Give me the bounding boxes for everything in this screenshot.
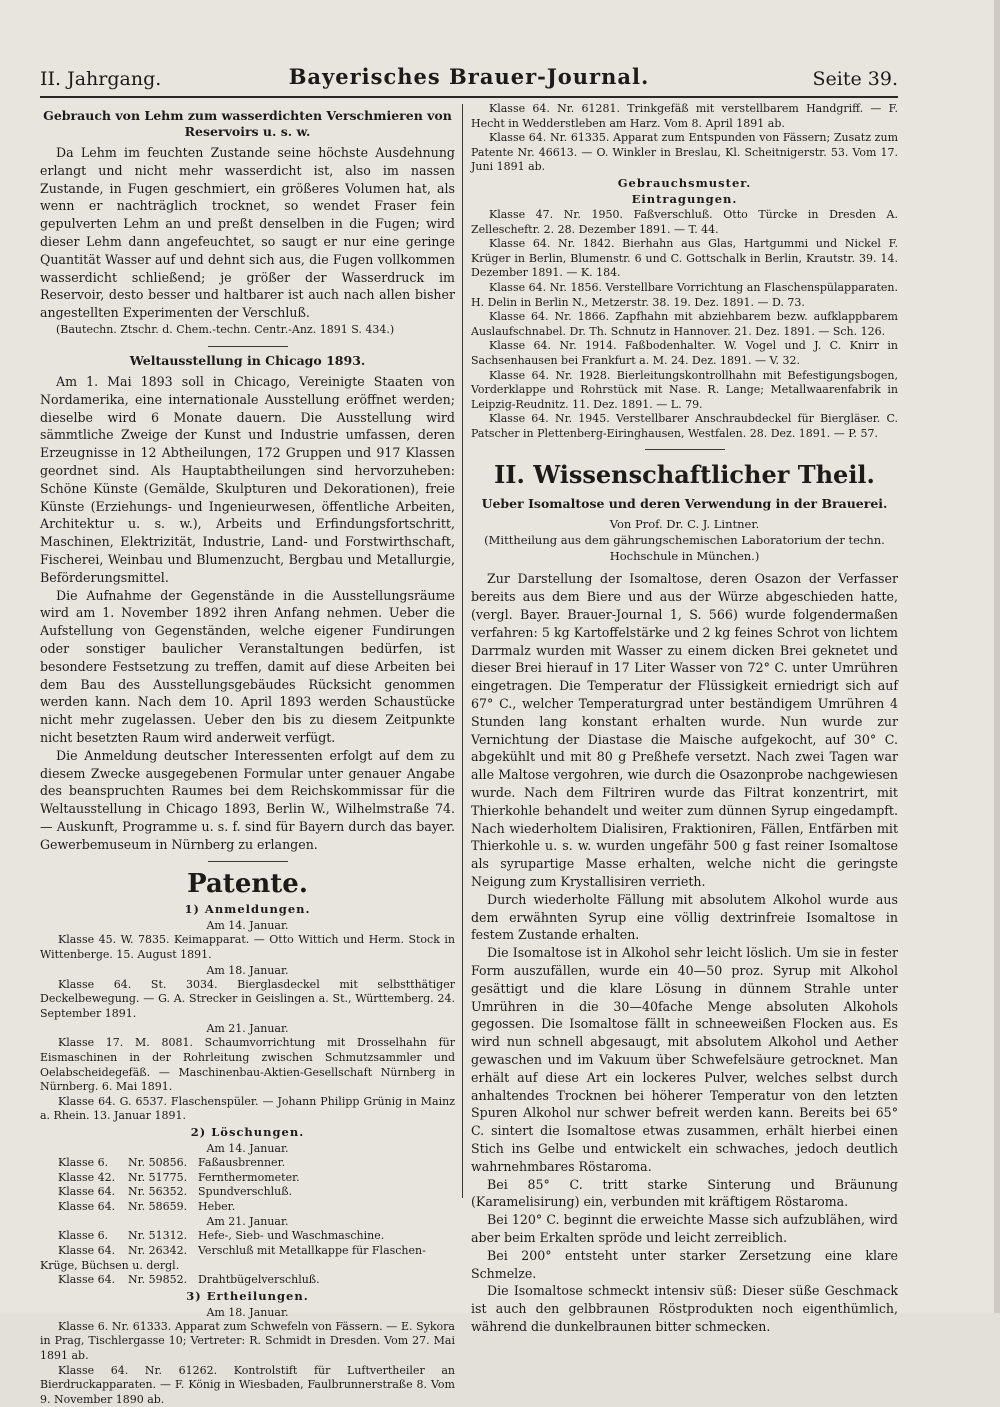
- list-item: Klasse 64. Nr. 58659. Heber.: [58, 1199, 236, 1213]
- patent-entry: Klasse 64. St. 3034. Bierglasdeckel mit selbstthätiger Deckelbewegung. — G. A. Strecker in Geislingen a. St., Württemberg. 24. September 1891.: [40, 977, 455, 1020]
- patent-entry: Klasse 64. Nr. 61335. Apparat zum Entspunden von Fässern; Zusatz zum Patente Nr. 46613. — O. Winkler in Breslau, Kl. Scheitnigerstr. 53. Vom 17. Juni 1891 ab.: [471, 131, 898, 174]
- date-line: Am 14. Januar.: [206, 919, 289, 933]
- patente-title: Patente.: [187, 869, 308, 900]
- gebrauchsmuster-entry: Klasse 64. Nr. 1914. Faßbodenhalter. W. Vogel und J. C. Knirr in Sachsenhausen bei Frankfurt a. M. 24. Dez. 1891. — V. 32.: [471, 339, 898, 367]
- article-paragraph: Zur Darstellung der Isomaltose, deren Osazon der Verfasser bereits aus dem Biere und aus der Würze abgeschieden hatte, (vergl. Bayer. Brauer-Journal 1, S. 566) wurde folgendermaßen verfahren: 5 kg Kartoffelstärke und 2 kg feines Schrot von lichtem Darrmalz wurden mit Wasser zu einem dicken Brei geknetet und dieser Brei hierauf in 17 Liter Wasser von 72° C. unter Umrühren eingetragen. Die Temperatur der Flüssigkeit erniedrigt sich auf 67° C., welcher Temperaturgrad unter beständigem Umrühren 4 Stunden lang konstant erhalten wurde. Nun wurde zur Vernichtung der Diastase die Maische aufgekocht, auf 30° C. abgekühlt und mit 80 g Preßhefe versetzt. Nach zwei Tagen war alle Maltose vergohren, wie durch die Osazonprobe nachgewiesen wurde. Nach dem Filtriren wurde das Filtrat konzentrirt, mit Thierkohle behandelt und weiter zum dünnen Syrup eingedampft. Nach wiederholtem Dialisiren, Fraktioniren, Fällen, Entfärben mit Thierkohle u. s. w. wurden ungefähr 500 g fast reiner Isomaltose als syrupartige Masse erhalten, welche nicht die geringste Neigung zum Krystallisiren verrieth.: [471, 571, 898, 890]
- patent-entry: Klasse 64. G. 6537. Flaschenspüler. — Johann Philipp Grünig in Mainz a. Rhein. 13. Januar 1891.: [40, 1094, 455, 1123]
- loeschungen-heading: 2) Löschungen.: [190, 1125, 305, 1140]
- weltausstellung-title: Weltausstellung in Chicago 1893.: [129, 352, 366, 368]
- article-paragraph: Durch wiederholte Fällung mit absolutem Alkohol wurde aus dem erwähnten Syrup eine völlig dextrinfreie Isomaltose in festem Zustande erhalten.: [471, 891, 898, 943]
- divider: [645, 449, 725, 450]
- patent-entry: Klasse 64. Nr. 61262. Kontrolstift für Luftvertheiler an Bierdruckapparaten. — F. König in Wiesbaden, Faulbrunnerstraße 8. Vom 9. November 1890 ab.: [40, 1363, 455, 1406]
- lehm-article-source: (Bautechn. Ztschr. d. Chem.-techn. Centr.-Anz. 1891 S. 434.): [56, 322, 395, 336]
- journal-title: Bayerisches Brauer-Journal.: [288, 64, 650, 89]
- article-paragraph: Die Isomaltose ist in Alkohol sehr leicht löslich. Um sie in fester Form auszufällen, wurde ein 40—50 proz. Syrup mit Alkohol gesättigt und die klare Lösung in dünnem Strahle unter Umrühren in die 30—40fache Menge absoluten Alkohols gegossen. Die Isomaltose fällt in schneeweißen Flocken aus. Es wird nun schnell abgesaugt, mit absolutem Alkohol und Aether gewaschen und im Vakuum über Schwefelsäure getrocknet. Man erhält auf diese Art ein lockeres Pulver, welches selbst durch anhaltendes Trocknen bei höherer Temperatur von den letzten Spuren Alkohol nur schwer befreit werden kann. Bereits bei 65° C. sintert die Isomaltose etwas zusammen, erhält hierbei einen Stich ins Gelbe und entwickelt ein schwaches, jedoch deutlich wahrnehmbares Röstaroma.: [471, 945, 898, 1174]
- section-title: II. Wissenschaftlicher Theil.: [494, 460, 875, 490]
- list-item: Klasse 6. Nr. 51312. Hefe-, Sieb- und Waschmaschine.: [58, 1229, 385, 1243]
- date-line: Am 21. Januar.: [206, 1022, 289, 1036]
- column-divider: [462, 104, 463, 1198]
- page-header: [40, 62, 898, 98]
- patent-entry: Klasse 17. M. 8081. Schaumvorrichtung mit Drosselhahn für Eismaschinen in der Rohrleitung zwischen Schmutzsammler und Oelabscheidegefäß. — Maschinenbau-Aktien-Gesellschaft Nürnberg in Nürnberg. 6. Mai 1891.: [40, 1036, 455, 1094]
- article-note: (Mittheilung aus dem gährungschemischen Laboratorium der techn. Hochschule in München.): [484, 533, 885, 564]
- gebrauchsmuster-entry: Klasse 64. Nr. 1866. Zapfhahn mit abziehbarem bezw. aufklappbarem Auslaufschnabel. Dr. Th. Schnutz in Hannover. 21. Dez. 1891. — Sch. 126.: [471, 310, 898, 338]
- volume-label: II. Jahrgang.: [40, 68, 162, 90]
- article-paragraph: Bei 85° C. tritt starke Sinterung und Bräunung (Karamelisirung) ein, verbunden mit kräftigem Röstaroma.: [471, 1176, 898, 1210]
- list-item: Klasse 64. Nr. 26342. Verschluß mit Metallkappe für Flaschen-: [58, 1243, 426, 1257]
- article-paragraph: Die Isomaltose schmeckt intensiv süß: Dieser süße Geschmack ist auch den gelbbraunen Röstprodukten noch eigenthümlich, während die dunkelbraunen bitter schmecken.: [471, 1283, 898, 1334]
- article-byline: Von Prof. Dr. C. J. Lintner.: [609, 517, 760, 532]
- gebrauchsmuster-entry: Klasse 64. Nr. 1842. Bierhahn aus Glas, Hartgummi und Nickel F. Krüger in Berlin, Blumenstr. 6 und C. Gottschalk in Berlin, Krautstr. 39. 14. Dezember 1891. — K. 184.: [471, 237, 898, 280]
- weltausstellung-paragraph: Am 1. Mai 1893 soll in Chicago, Vereinigte Staaten von Nordamerika, eine internationale Ausstellung eröffnet werden; dieselbe wird 6 Monate dauern. Die Ausstellung wird sämmtliche Zweige der Kunst und Industrie umfassen, deren Erzeugnisse in 12 Abtheilungen, 172 Gruppen und 917 Klassen geordnet sind. Als Hauptabtheilungen sind hervorzuheben: Schöne Künste (Gemälde, Skulpturen und Dekorationen), freie Künste (Erziehungs- und Ingenieurwesen, öffentliche Arbeiten, Architektur u. s. w.), Arbeits und Erfindungsfortschritt, Maschinen, Elektrizität, Industrie, Land- und Forstwirthschaft, Fischerei, Weinbau und Blumenzucht, Bergbau und Metallurgie, Beförderungsmittel.: [40, 373, 455, 585]
- lehm-article-text: Da Lehm im feuchten Zustande seine höchste Ausdehnung erlangt und nicht mehr wasserdicht ist, also im nassen Zustande, in Fugen geschmiert, ein größeres Volumen hat, als wenn er nachträglich trocknet, so wendet Fraser fein gepulverten Lehm an und preßt denselben in die Fugen; wird dieser Lehm dann angefeuchtet, so saugt er nur eine geringe Quantität Wasser auf und dehnt sich aus, die Fugen vollkommen wasserdicht schließend; je größer der Wasserdruck im Reservoir, desto besser und haltbarer ist auch nach allen bisher angestellten Experimenten der Verschluß.: [40, 145, 455, 321]
- list-item: Klasse 64. Nr. 56352. Spundverschluß.: [58, 1185, 293, 1199]
- anmeldungen-heading: 1) Anmeldungen.: [184, 902, 311, 917]
- gebrauchsmuster-entry: Klasse 64. Nr. 1856. Verstellbare Vorrichtung an Flaschenspülapparaten. H. Delin in Berlin N., Metzerstr. 38. 19. Dez. 1891. — D. 73.: [471, 280, 898, 309]
- divider: [208, 346, 288, 347]
- list-item: Klasse 6. Nr. 50856. Faßausbrenner.: [58, 1156, 286, 1170]
- left-column: [40, 102, 455, 1406]
- patent-entry: Klasse 45. W. 7835. Keimapparat. — Otto Wittich und Herm. Stock in Wittenberge. 15. August 1891.: [40, 933, 455, 962]
- loeschungen-list: [40, 1229, 455, 1287]
- patent-entry: Klasse 64. Nr. 61281. Trinkgefäß mit verstellbarem Handgriff. — F. Hecht in Wedderstleben am Harz. Vom 8. April 1891 ab.: [471, 102, 898, 130]
- date-line: Am 14. Januar.: [206, 1142, 289, 1156]
- article-title: Ueber Isomaltose und deren Verwendung in der Brauerei.: [481, 496, 888, 512]
- lehm-article-title: Gebrauch von Lehm zum wasserdichten Verschmieren von Reservoirs u. s. w.: [43, 108, 452, 139]
- ertheilungen-heading: 3) Ertheilungen.: [186, 1288, 309, 1303]
- gebrauchsmuster-heading: Gebrauchsmuster.: [617, 175, 752, 190]
- weltausstellung-paragraph: Die Anmeldung deutscher Interessenten erfolgt auf dem zu diesem Zwecke ausgegebenen Formular unter genauer Angabe des beanspruchten Raumes bei dem Reichskommissar für die Weltausstellung in Chicago 1893, Berlin W., Wilhelmstraße 74. — Auskunft, Programme u. s. f. sind für Bayern durch das bayer. Gewerbemuseum in Nürnberg zu erlangen.: [40, 747, 455, 852]
- list-item-continuation: Krüge, Büchsen u. dergl.: [40, 1258, 180, 1272]
- list-item: Klasse 42. Nr. 51775. Fernthermometer.: [58, 1170, 300, 1184]
- divider: [208, 861, 288, 862]
- patent-entry: Klasse 6. Nr. 61333. Apparat zum Schwefeln von Fässern. — E. Sykora in Prag, Tischlergasse 10; Vertreter: R. Schmidt in Dresden. Vom 27. Mai 1891 ab.: [40, 1319, 455, 1362]
- gebrauchsmuster-entry: Klasse 64. Nr. 1928. Bierleitungskontrollhahn mit Befestigungsbogen, Vorderklappe und Rohrstück mit Nase. R. Lange; Metallwaarenfabrik in Leipzig-Reudnitz. 11. Dez. 1891. — L. 79.: [471, 368, 898, 411]
- weltausstellung-paragraph: Die Aufnahme der Gegenstände in die Ausstellungsräume wird am 1. November 1892 ihren Anfang nehmen. Ueber die Aufstellung von Gegenständen, welche eigener Fundirungen oder sonstiger baulicher Veranstaltungen bedürfen, ist besondere Festsetzung zu treffen, damit auf diese Arbeiten bei dem Bau des Ausstellungsgebäudes Rücksicht genommen werden kann. Nach dem 10. April 1893 werden Schaustücke nicht mehr zugelassen. Ueber den bis zu diesem Zeitpunkte nicht besetzten Raum wird anderweit verfügt.: [40, 587, 455, 745]
- right-column: [471, 102, 898, 1334]
- article-paragraph: Bei 120° C. beginnt die erweichte Masse sich aufzublähen, wird aber beim Erkalten spröde und leicht zerreiblich.: [471, 1212, 898, 1245]
- date-line: Am 18. Januar.: [206, 1305, 289, 1319]
- gebrauchsmuster-entry: Klasse 47. Nr. 1950. Faßverschluß. Otto Türcke in Dresden A. Zellescheftr. 2. 28. Dezember 1891. — T. 44.: [471, 207, 898, 236]
- loeschungen-list: [40, 1156, 455, 1214]
- scan-edge: [994, 0, 1000, 1313]
- date-line: Am 21. Januar.: [206, 1215, 289, 1229]
- gebrauchsmuster-entry: Klasse 64. Nr. 1945. Verstellbarer Anschraubdeckel für Biergläser. C. Patscher in Plettenberg-Eiringhausen, Westfalen. 28. Dez. 1891. — P. 57.: [471, 412, 898, 440]
- eintragungen-heading: Eintragungen.: [631, 191, 738, 206]
- article-paragraph: Bei 200° entsteht unter starker Zersetzung eine klare Schmelze.: [471, 1247, 898, 1281]
- list-item: Klasse 64. Nr. 59852. Drahtbügelverschluß.: [58, 1273, 320, 1287]
- date-line: Am 18. Januar.: [206, 963, 289, 977]
- page-number: Seite 39.: [812, 68, 898, 90]
